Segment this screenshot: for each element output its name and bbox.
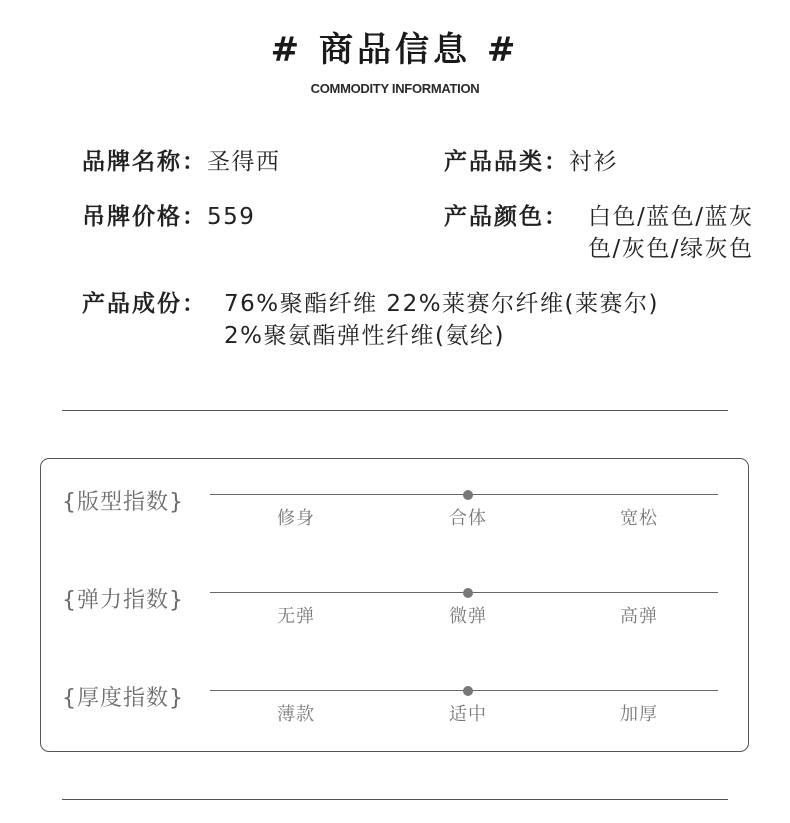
page-title: # 商品信息 #	[270, 30, 520, 70]
thickness-option-medium: 适中	[449, 704, 487, 725]
category-value: 衬衫	[569, 149, 618, 175]
thickness-option-thin: 薄款	[277, 704, 315, 725]
stretch-option-slight: 微弹	[449, 606, 487, 627]
color-row	[444, 200, 569, 234]
brand-row	[82, 145, 281, 179]
divider-bottom	[62, 799, 728, 800]
composition-row	[82, 287, 207, 321]
color-value-line-2: 色/灰色/绿灰色	[588, 236, 754, 262]
brand-value: 圣得西	[207, 149, 281, 175]
category-label: 产品品类：	[444, 149, 569, 175]
fit-option-loose: 宽松	[620, 508, 658, 529]
price-label: 吊牌价格：	[82, 204, 207, 230]
composition-line-2: 2%聚氨酯弹性纤维(氨纶)	[224, 323, 505, 349]
stretch-option-none: 无弹	[277, 606, 315, 627]
color-value-line-1: 白色/蓝色/蓝灰	[588, 204, 754, 230]
fit-index-label: {版型指数}	[62, 490, 184, 515]
stretch-index-label: {弹力指数}	[62, 588, 184, 613]
color-label: 产品颜色：	[444, 204, 569, 230]
stretch-index-knob	[463, 588, 473, 598]
brand-label: 品牌名称：	[82, 149, 207, 175]
page-subtitle: COMMODITY INFORMATION	[310, 81, 480, 96]
thickness-option-thick: 加厚	[620, 704, 658, 725]
composition-line-1: 76%聚酯纤维 22%莱赛尔纤维(莱赛尔)	[224, 291, 659, 317]
divider-top	[62, 410, 728, 411]
color-value	[588, 201, 754, 265]
thickness-index-knob	[463, 686, 473, 696]
composition-value	[224, 288, 659, 352]
thickness-index-label: {厚度指数}	[62, 686, 184, 711]
fit-index-knob	[463, 490, 473, 500]
price-value: 559	[207, 204, 256, 230]
composition-label: 产品成份：	[82, 291, 207, 317]
fit-option-regular: 合体	[449, 508, 487, 529]
category-row	[444, 145, 618, 179]
fit-option-slim: 修身	[277, 508, 315, 529]
stretch-option-high: 高弹	[620, 606, 658, 627]
price-row	[82, 200, 255, 234]
